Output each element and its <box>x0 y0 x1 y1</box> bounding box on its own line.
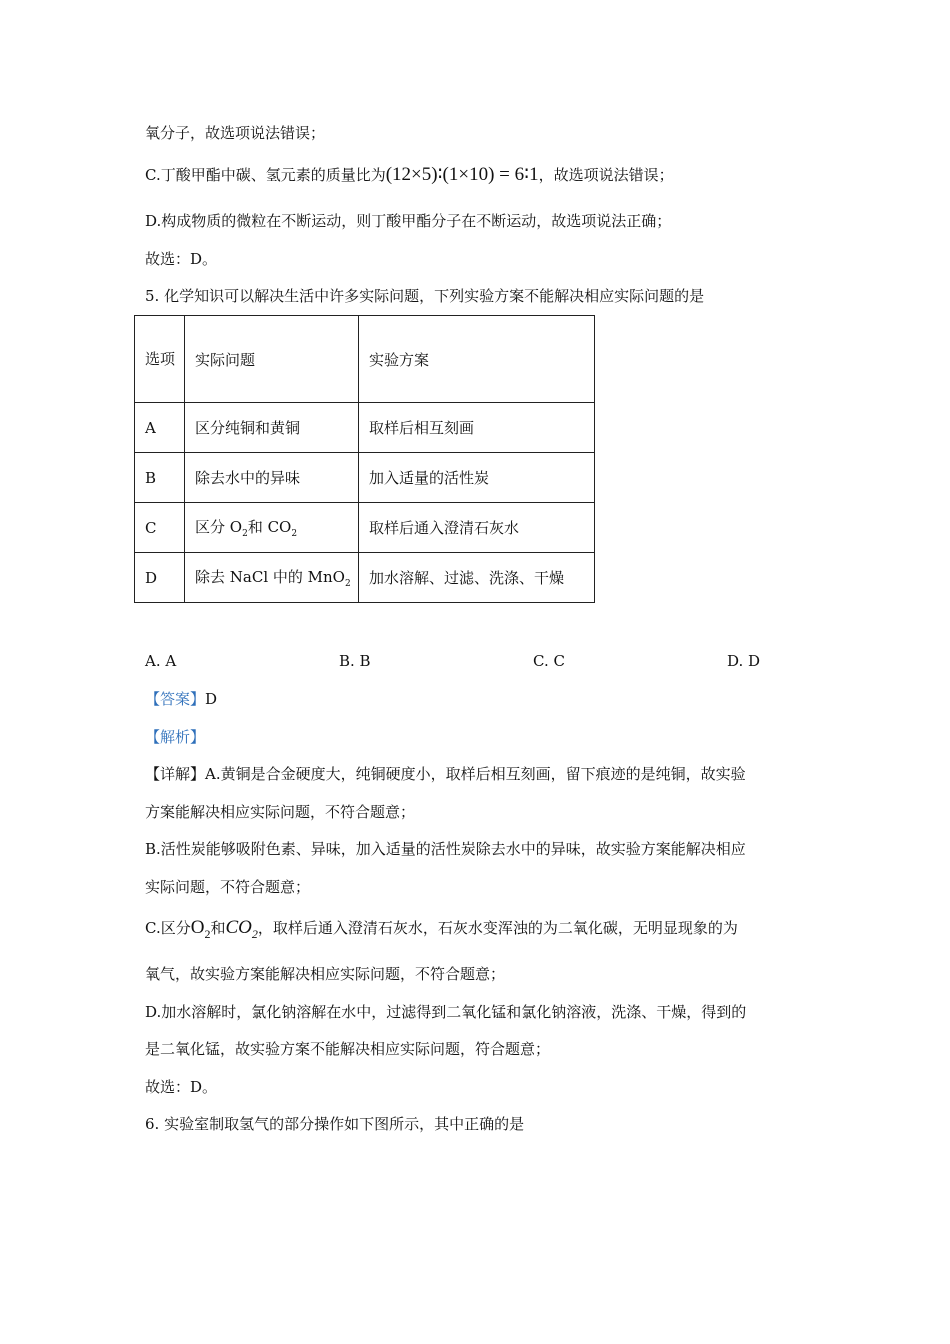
detail-line <box>145 764 746 784</box>
detail-line: 实际问题，不符合题意； <box>145 878 311 896</box>
table-row <box>135 503 595 553</box>
o2-formula: $O_2$ <box>190 917 211 941</box>
mass-ratio-formula: (12×5)∶(1×10) = 6∶1 <box>385 164 539 185</box>
row-problem: 除去水中的异味 <box>185 453 359 503</box>
option-b: B. B <box>339 652 371 670</box>
row-option: A <box>135 403 185 453</box>
row-problem: 区分纯铜和黄铜 <box>185 403 359 453</box>
table-row <box>135 453 595 503</box>
text-line <box>145 165 674 185</box>
subscript: 2 <box>344 579 351 589</box>
detail-label: 【详解】 <box>145 765 206 783</box>
header-problem: 实际问题 <box>185 316 359 403</box>
table-row <box>135 553 595 603</box>
detail-line: 故选：D。 <box>145 1078 218 1096</box>
answer-value: D <box>205 690 218 708</box>
row-option: C <box>135 503 185 553</box>
question-5: 5. 化学知识可以解决生活中许多实际问题，下列实验方案不能解决相应实际问题的是 <box>145 287 705 305</box>
detail-line: 方案能解决相应实际问题，不符合题意； <box>145 803 416 821</box>
subscript: 2 <box>291 529 298 539</box>
text-segment: C.区分 <box>145 919 191 937</box>
table-row <box>135 403 595 453</box>
answer-line <box>145 689 217 709</box>
analysis-label: 【解析】 <box>145 728 206 746</box>
experiment-table <box>134 315 595 603</box>
row-plan: 取样后相互刻画 <box>359 403 595 453</box>
text-line: 故选：D。 <box>145 250 218 268</box>
option-d: D. D <box>727 652 761 670</box>
table-header-row <box>135 316 595 403</box>
row-problem <box>185 553 359 603</box>
option-a: A. A <box>145 652 177 670</box>
detail-line: 氧气，故实验方案能解决相应实际问题，不符合题意； <box>145 965 506 983</box>
text-line: D.构成物质的微粒在不断运动，则丁酸甲酯分子在不断运动，故选项说法正确； <box>145 212 672 230</box>
text-segment: 除去 NaCl 中的 MnO <box>195 568 345 586</box>
text-segment: ，故选项说法错误； <box>538 166 674 184</box>
text-segment: C.丁酸甲酯中碳、氢元素的质量比为 <box>145 166 386 184</box>
text-segment: ，取样后通入澄清石灰水，石灰水变浑浊的为二氧化碳，无明显现象的为 <box>257 919 738 937</box>
detail-line <box>145 918 738 944</box>
detail-line: D.加水溶解时，氯化钠溶解在水中，过滤得到二氧化锰和氯化钠溶液，洗涤、干燥，得到的 <box>145 1003 747 1021</box>
text-segment: A.黄铜是合金硬度大，纯铜硬度小，取样后相互刻画，留下痕迹的是纯铜，故实验 <box>205 765 746 783</box>
text-line: 氧分子，故选项说法错误； <box>145 124 326 142</box>
row-problem <box>185 503 359 553</box>
row-option: B <box>135 453 185 503</box>
text-segment: 和 <box>210 919 226 937</box>
row-plan: 加水溶解、过滤、洗涤、干燥 <box>359 553 595 603</box>
text-segment: 区分 O <box>195 518 243 536</box>
row-option: D <box>135 553 185 603</box>
option-c: C. C <box>533 652 565 670</box>
text-segment: 和 CO <box>247 518 292 536</box>
question-6: 6. 实验室制取氢气的部分操作如下图所示，其中正确的是 <box>145 1115 525 1133</box>
row-plan: 取样后通入澄清石灰水 <box>359 503 595 553</box>
answer-label: 【答案】 <box>145 690 206 708</box>
detail-line: 是二氧化锰，故实验方案不能解决相应实际问题，符合题意； <box>145 1040 551 1058</box>
header-plan: 实验方案 <box>359 316 595 403</box>
co2-formula: $CO_2$ <box>225 917 258 941</box>
row-plan: 加入适量的活性炭 <box>359 453 595 503</box>
subscript: 2 <box>242 529 248 539</box>
detail-line: B.活性炭能够吸附色素、异味，加入适量的活性炭除去水中的异味，故实验方案能解决相应 <box>145 840 746 858</box>
header-option: 选项 <box>135 316 185 403</box>
